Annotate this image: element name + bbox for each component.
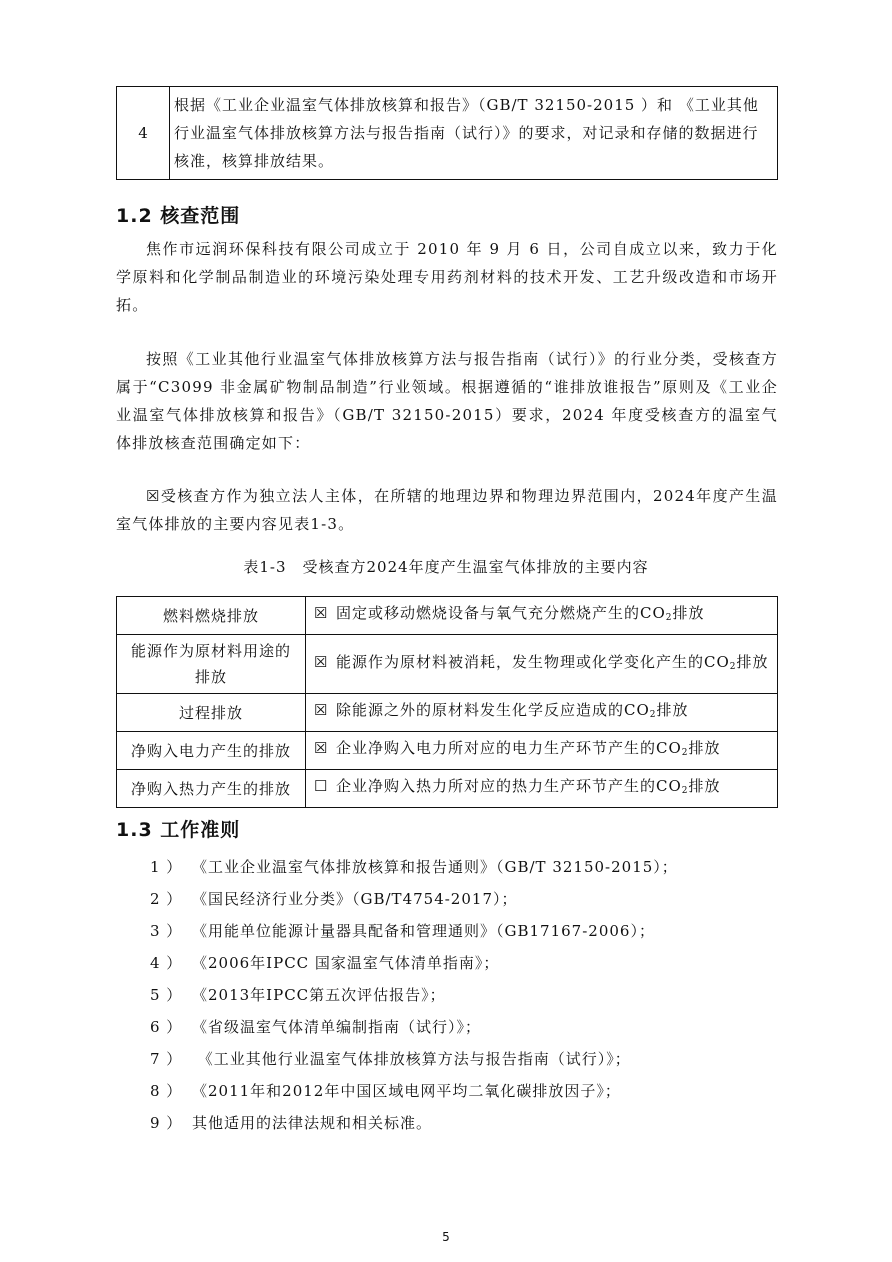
table-row bbox=[117, 694, 778, 732]
emission-category: 燃料燃烧排放 bbox=[117, 597, 306, 635]
emission-category: 能源作为原材料用途的排放 bbox=[117, 635, 306, 694]
list-text: 《省级温室气体清单编制指南（试行）》； bbox=[192, 1018, 482, 1036]
emission-category: 净购入热力产生的排放 bbox=[117, 770, 306, 808]
list-index: 4 ） bbox=[150, 954, 183, 972]
paragraph-industry-class: 按照《工业其他行业温室气体排放核算方法与报告指南（试行）》的行业分类，受核查方属于“C3099 非金属矿物制品制造”行业领域。根据遵循的“谁排放谁报告”原则及《工业企业温室气体排放核算和报告》（GB/T 32150-2015）要求，2024 年度受核查方的温室气体排放核查范围确定如下： bbox=[116, 350, 778, 452]
paragraph-scope-statement: ☒受核查方作为独立法人主体，在所辖的地理边界和物理边界范围内，2024年度产生温室气体排放的主要内容见表1-3。 bbox=[116, 487, 778, 533]
list-index: 8 ） bbox=[150, 1082, 183, 1100]
row-number: 4 bbox=[117, 87, 170, 180]
description-text: 除能源之外的原材料发生化学反应造成的CO bbox=[336, 701, 650, 719]
subscript: 2 bbox=[665, 613, 673, 623]
checkbox-mark: ☐ bbox=[314, 777, 329, 795]
table-row bbox=[117, 770, 778, 808]
list-index: 7 ） bbox=[150, 1050, 183, 1068]
emission-description bbox=[306, 635, 778, 694]
description-suffix: 排放 bbox=[688, 777, 721, 795]
table-row bbox=[117, 635, 778, 694]
emission-category: 过程排放 bbox=[117, 694, 306, 732]
paragraph-company-intro: 焦作市远润环保科技有限公司成立于 2010 年 9 月 6 日，公司自成立以来，致力于化学原料和化学制品制造业的环境污染处理专用药剂材料的技术开发、工艺升级改造和市场开拓。 bbox=[116, 240, 778, 314]
subscript: 2 bbox=[681, 748, 689, 758]
page-number: 5 bbox=[442, 1230, 450, 1244]
list-index: 3 ） bbox=[150, 922, 183, 940]
section-heading-scope: 1.2 核查范围 bbox=[116, 205, 241, 227]
criteria-list bbox=[150, 851, 678, 1139]
list-item bbox=[150, 947, 678, 979]
description-text: 能源作为原材料被消耗，发生物理或化学变化产生的CO bbox=[336, 652, 730, 671]
row-text: 根据《工业企业温室气体排放核算和报告》（GB/T 32150-2015 ）和 《工业其他行业温室气体排放核算方法与报告指南（试行）》的要求，对记录和存储的数据进行核准，核算排放结果。 bbox=[170, 87, 778, 180]
list-text: 《2006年IPCC 国家温室气体清单指南》； bbox=[192, 954, 500, 972]
list-index: 2 ） bbox=[150, 890, 183, 908]
list-item bbox=[150, 883, 678, 915]
list-index: 6 ） bbox=[150, 1018, 183, 1036]
list-item bbox=[150, 1011, 678, 1043]
list-item bbox=[150, 851, 678, 883]
list-index: 5 ） bbox=[150, 986, 183, 1004]
list-text: 《工业其他行业温室气体排放核算方法与报告指南（试行）》； bbox=[192, 1050, 631, 1068]
checkbox-mark: ☒ bbox=[314, 604, 329, 622]
list-text: 《国民经济行业分类》（GB/T4754-2017）； bbox=[192, 890, 518, 908]
description-suffix: 排放 bbox=[736, 652, 769, 671]
table-row bbox=[117, 87, 778, 180]
description-suffix: 排放 bbox=[656, 701, 689, 719]
list-text: 《2011年和2012年中国区域电网平均二氧化碳排放因子》； bbox=[192, 1082, 621, 1100]
list-index: 9 ） bbox=[150, 1114, 183, 1132]
table-row bbox=[117, 597, 778, 635]
description-text: 固定或移动燃烧设备与氧气充分燃烧产生的CO bbox=[336, 604, 666, 622]
checkbox-mark: ☒ bbox=[314, 739, 329, 757]
emission-scope-table bbox=[116, 596, 778, 808]
list-item bbox=[150, 979, 678, 1011]
description-suffix: 排放 bbox=[672, 604, 705, 622]
section-heading-criteria: 1.3 工作准则 bbox=[116, 819, 241, 841]
list-item bbox=[150, 1075, 678, 1107]
table-row bbox=[117, 732, 778, 770]
emission-description bbox=[306, 732, 778, 770]
description-text: 企业净购入热力所对应的热力生产环节产生的CO bbox=[336, 777, 682, 795]
checkbox-mark: ☒ bbox=[314, 701, 329, 719]
description-suffix: 排放 bbox=[688, 739, 721, 757]
list-item bbox=[150, 1107, 678, 1139]
list-text: 其他适用的法律法规和相关标准。 bbox=[192, 1114, 433, 1132]
list-text: 《工业企业温室气体排放核算和报告通则》（GB/T 32150-2015）； bbox=[192, 858, 678, 876]
list-text: 《用能单位能源计量器具配备和管理通则》（GB17167-2006）； bbox=[192, 922, 655, 940]
table-caption: 表1-3 受核查方2024年度产生温室气体排放的主要内容 bbox=[243, 558, 649, 576]
subscript: 2 bbox=[729, 661, 737, 672]
emission-description bbox=[306, 694, 778, 732]
emission-description bbox=[306, 770, 778, 808]
list-text: 《2013年IPCC第五次评估报告》； bbox=[192, 986, 446, 1004]
list-index: 1 ） bbox=[150, 858, 183, 876]
emission-category: 净购入电力产生的排放 bbox=[117, 732, 306, 770]
emission-description bbox=[306, 597, 778, 635]
checkbox-mark: ☒ bbox=[314, 652, 329, 671]
description-text: 企业净购入电力所对应的电力生产环节产生的CO bbox=[336, 739, 682, 757]
criteria-table-fragment bbox=[116, 86, 778, 180]
subscript: 2 bbox=[681, 786, 689, 796]
list-item bbox=[150, 1043, 678, 1075]
subscript: 2 bbox=[649, 710, 657, 720]
list-item bbox=[150, 915, 678, 947]
